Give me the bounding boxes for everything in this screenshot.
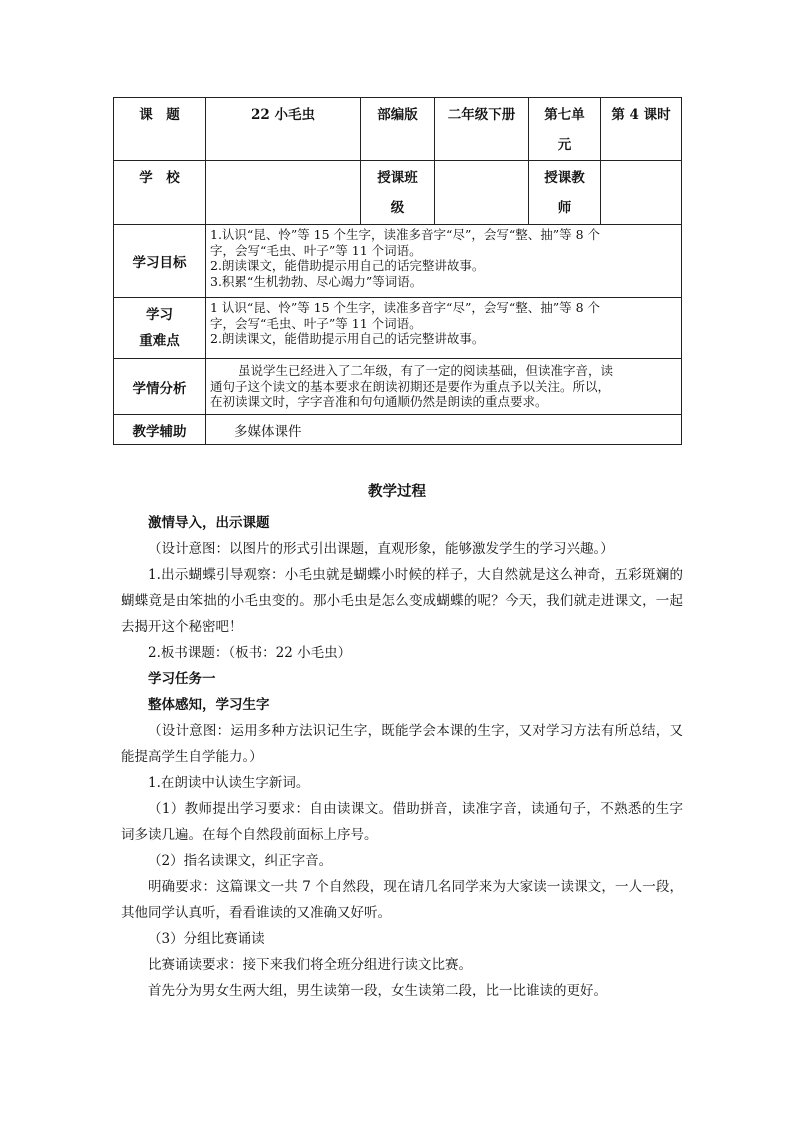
goals-line-3: 2.朗读课文，能借助提示用自己的话完整讲故事。 [210,258,485,273]
aids-value: 多媒体课件 [206,415,682,445]
paragraph-read-2: （1）教师提出学习要求：自由读课文。借助拼音，读准字音，读通句子，不熟悉的生字词多读几遍。在每个自然段前面标上序号。 [121,801,683,843]
paragraph-split: 首先分为男女生两大组，男生读第一段，女生读第二段，比一比谁读的更好。 [148,983,607,999]
class-value [435,161,529,225]
key-line-3: 2.朗读课文，能借助提示用自己的话完整讲故事。 [210,331,485,346]
paragraph-group: （3）分组比赛诵读 [148,931,265,947]
unit-line-2: 元 [557,137,572,153]
paragraph-requirement: 明确要求：这篇课文一共 7 个自然段，现在请几名同学来为大家读一读课文，一人一段，其他同学认真听，看看谁读的又准确又好听。 [121,879,683,921]
key-points-label [114,298,206,359]
teacher-label-line-2: 师 [557,200,572,216]
paragraph-intro-heading: 激情导入，出示课题 [148,515,270,531]
teacher-value [601,161,682,225]
aids-label: 教学辅助 [114,415,206,445]
lesson-label: 课 题 [114,98,206,161]
key-label-line-2: 重难点 [139,333,180,349]
paragraph-read-1: 1.在朗读中认读生字新词。 [148,775,310,791]
teaching-process [121,510,683,1004]
key-line-1: 1 认识“昆、怜”等 15 个生字，读准多音字“尽”，会写“整、抽”等 8 个 [210,300,601,315]
analysis-line-3: 在初读课文时，字字音准和句句通顺仍然是朗读的重点要求。 [210,394,548,409]
school-label: 学 校 [114,161,206,225]
paragraph-read-3: （2）指名读课文，纠正字音。 [148,853,333,869]
goals-line-1: 1.认识“昆、怜”等 15 个生字，读准多音字“尽”，会写“整、抽”等 8 个 [210,227,601,242]
paragraph-step-2: 2.板书课题：（板书：22 小毛虫） [148,645,352,661]
unit [529,98,601,161]
paragraph-task-subheading: 整体感知，学习生字 [148,697,270,713]
key-points-content [206,298,682,359]
paragraph-contest: 比赛诵读要求：接下来我们将全班分组进行读文比赛。 [148,957,472,973]
class-label-line-1: 授课班 [377,170,418,186]
teacher-label [529,161,601,225]
edition: 部编版 [361,98,435,161]
class-label-line-2: 级 [390,200,405,216]
analysis-content [206,359,682,415]
goals-line-4: 3.积累“生机勃勃、尽心竭力”等词语。 [210,273,423,289]
goals-line-2: 字，会写“毛虫、叶子”等 11 个词语。 [210,242,422,258]
teacher-label-line-1: 授课教 [544,170,585,186]
lesson-info-table [113,97,682,445]
goals-content [206,225,682,298]
analysis-line-2: 通句子这个读文的基本要求在朗读初期还是要作为重点予以关注。所以， [210,378,611,394]
analysis-label: 学情分析 [114,359,206,415]
paragraph-step-1: 1.出示蝴蝶引导观察：小毛虫就是蝴蝶小时候的样子，大自然就是这么神奇，五彩斑斓的蝴蝶竟是由笨拙的小毛虫变的。那小毛虫是怎么变成蝴蝶的呢？今天，我们就走进课文，一起去揭开这个秘密吧！ [121,567,683,635]
key-line-2: 字，会写“毛虫、叶子”等 11 个词语。 [210,315,422,331]
lesson-title: 22 小毛虫 [206,98,361,161]
school-value [206,161,361,225]
paragraph-design-2: （设计意图：运用多种方法识记生字，既能学会本课的生字，又对学习方法有所总结，又能提高学生自学能力。） [121,723,683,765]
unit-line-1: 第七单 [544,107,585,123]
paragraph-design-1: （设计意图：以图片的形式引出课题，直观形象，能够激发学生的学习兴趣。） [148,541,614,557]
analysis-line-1: 虽说学生已经进入了二年级，有了一定的阅读基础，但读准字音，读 [238,363,614,378]
section-title: 教学过程 [368,483,426,500]
class-label [361,161,435,225]
period: 第 4 课时 [601,98,682,161]
grade: 二年级下册 [435,98,529,161]
goals-label: 学习目标 [114,225,206,298]
paragraph-task-heading: 学习任务一 [148,671,216,687]
key-label-line-1: 学习 [146,307,173,323]
